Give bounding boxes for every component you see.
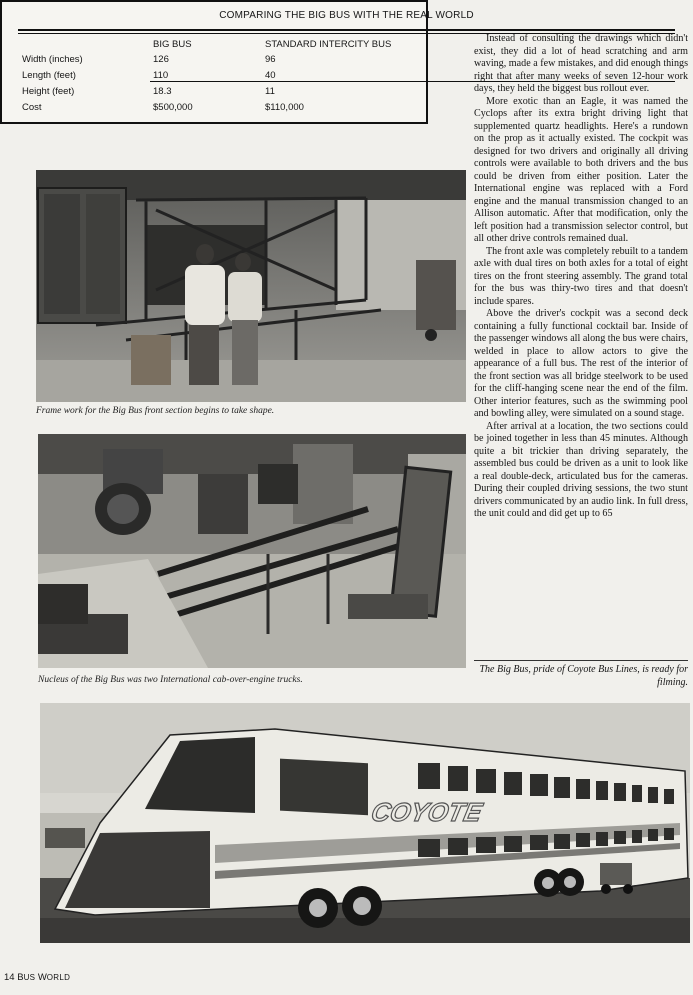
bus-logo-lettering: COYOTE (368, 797, 485, 827)
article-paragraph: More exotic than an Eagle, it was named the Cyclops after its extra bright driving light that supplemented quartz headlights. Here's a rundown on the prop as it actually existed. The cockpit was designed for two drivers and originally all driving controls were available to both drivers and the bus could be driven from either position. Later the International engine was replaced with a Ford engine and the manual transmission changed to an Allison automatic. After that modification, only the left position had a transmission selector control, but all other drive controls remained dual. (474, 95, 688, 244)
article-paragraph: After arrival at a location, the two sections could be joined together in less than 45 minutes. Although quite a bit trickier than driving separately, the assembled bus could be driven as a unit to look like a real double-deck, articulated bus for the cameras. During their coupled driving sessions, the two stunt drivers communicated by an audio link. In full dress, the unit could and did get up to 65 (474, 420, 688, 519)
standard-bus-value: 11 (265, 86, 275, 97)
column-header-standard-bus: STANDARD INTERCITY BUS (265, 39, 392, 50)
photo-caption: Nucleus of the Big Bus was two International cab-over-engine trucks. (38, 675, 303, 685)
row-label: Length (feet) (22, 70, 76, 81)
row-label: Cost (22, 102, 42, 113)
big-bus-value: 110 (153, 70, 169, 81)
caption-rule (474, 660, 688, 661)
big-bus-value: 126 (153, 54, 169, 65)
page-number: 14 (4, 972, 15, 983)
standard-bus-value: 96 (265, 54, 276, 65)
article-paragraph: The front axle was completely rebuilt to a tandem axle with dual tires on both axles for a total of eight tires on the front steering assembly. The grand total for the bus was thiry-two tires and that doesn't include spares. (474, 245, 688, 307)
truck-nucleus-illustration (38, 434, 466, 668)
photo-big-bus (40, 703, 690, 943)
photo-caption: Frame work for the Big Bus front section begins to take shape. (36, 406, 275, 416)
photo-frame-work (36, 170, 466, 402)
magazine-name: BUS WORLD (17, 972, 71, 983)
standard-bus-value: 40 (265, 70, 276, 81)
comparison-table (0, 0, 474, 124)
big-bus-value: 18.3 (153, 86, 172, 97)
standard-bus-value: $110,000 (265, 102, 304, 113)
photo-truck-nucleus (38, 434, 466, 668)
article-text (474, 33, 688, 521)
table-title: COMPARING THE BIG BUS WITH THE REAL WORLD (219, 10, 474, 21)
photo-caption: The Big Bus, pride of Coyote Bus Lines, is ready for filming. (479, 664, 688, 688)
page-footer (4, 972, 70, 983)
row-label: Height (feet) (22, 86, 75, 97)
article-paragraph: Above the driver's cockpit was a second deck containing a fully functional cocktail bar. Inside of the passenger windows all along the bus were chairs, welded in place to allow actors to give the appearance of a full bus. The rest of the interior of the front section was all bridge steelwork to be used for the cliff-hanging scene near the end of the film. Other interior features, such as the swimming pool and bowling alley, were simulated on a sound stage. (474, 308, 688, 419)
table-rule (18, 29, 675, 31)
big-bus-value: $500,000 (153, 102, 193, 113)
big-bus-illustration (40, 703, 690, 943)
article-paragraph: Instead of consulting the drawings which didn't exist, they did a lot of head scratching and arm waving, made a few mistakes, and did enough things right that after many weeks of seven 12-hour work days, they held the biggest bus rollout ever. (474, 33, 688, 94)
frame-work-illustration (36, 170, 466, 402)
column-header-big-bus: BIG BUS (153, 39, 192, 50)
row-label: Width (inches) (22, 54, 83, 65)
